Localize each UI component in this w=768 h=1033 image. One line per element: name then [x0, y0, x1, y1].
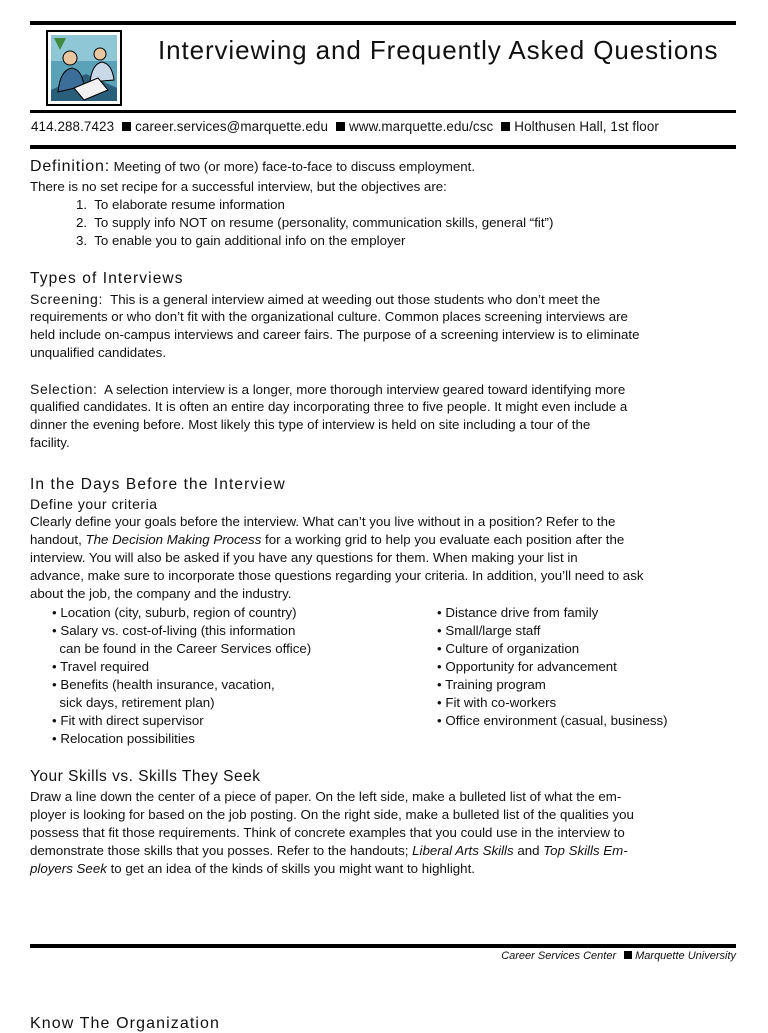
selection-label: Selection: — [30, 381, 98, 397]
criteria-line: about the job, the company and the industry. — [30, 586, 292, 601]
contact-email[interactable]: career.services@marquette.edu — [135, 119, 329, 134]
criteria-list-item: • Benefits (health insurance, vacation, — [52, 677, 275, 692]
header-rule-bottom — [30, 145, 736, 149]
objective-item — [76, 215, 553, 230]
skills-line: Draw a line down the center of a piece of paper. On the left side, make a bulleted list of what the em- — [30, 789, 622, 804]
criteria-line: advance, make sure to incorporate those questions regarding your criteria. In addition, you’ll need to ask — [30, 568, 644, 583]
page-title: Interviewing and Frequently Asked Questions — [158, 35, 719, 65]
square-bullet-icon — [336, 122, 345, 131]
objective-number: 1. — [76, 197, 88, 212]
criteria-list-item: sick days, retirement plan) — [52, 695, 215, 710]
types-heading: Types of Interviews — [30, 270, 184, 287]
criteria-list-item: can be found in the Career Services office) — [52, 641, 312, 656]
square-bullet-icon — [624, 951, 632, 959]
objective-item — [76, 233, 405, 248]
objective-item — [76, 197, 285, 212]
top-rule — [30, 21, 736, 25]
criteria-line: interview. You will also be asked if you have any questions for them. When making your list in — [30, 550, 578, 565]
criteria-line — [30, 532, 624, 547]
criteria-list-item: • Small/large staff — [437, 623, 541, 638]
footer-university: Marquette University — [635, 950, 736, 962]
screening-line: unqualified candidates. — [30, 345, 167, 360]
contact-phone: 414.288.7423 — [31, 119, 115, 134]
contact-location: Holthusen Hall, 1st floor — [514, 119, 659, 134]
footer-center: Career Services Center — [501, 950, 617, 962]
selection-line: facility. — [30, 435, 70, 450]
criteria-list-item: • Culture of organization — [437, 641, 580, 656]
criteria-line: Clearly define your goals before the interview. What can’t you live without in a position? Refer to the — [30, 514, 616, 529]
objective-text: To enable you to gain additional info on the employer — [94, 233, 406, 248]
screening-text: This is a general interview aimed at weeding out those students who don’t meet the — [110, 292, 601, 307]
top-skills-handout-title: Top Skills Em- — [543, 843, 628, 858]
criteria-list-item: • Location (city, suburb, region of country) — [52, 605, 297, 620]
square-bullet-icon — [501, 122, 510, 131]
square-bullet-icon — [122, 122, 131, 131]
definition-label: Definition: — [30, 158, 110, 175]
criteria-list-item: • Training program — [437, 677, 546, 692]
liberal-arts-handout-title: Liberal Arts Skills — [412, 843, 514, 858]
criteria-list-item: • Office environment (casual, business) — [437, 713, 668, 728]
objective-number: 2. — [76, 215, 88, 230]
skills-text: demonstrate those skills that you posses. Refer to the handouts; — [30, 843, 413, 858]
selection-text: A selection interview is a longer, more thorough interview geared toward identifying more — [104, 382, 626, 397]
criteria-text: for a working grid to help you evaluate each position after the — [261, 532, 625, 547]
criteria-list-item: • Travel required — [52, 659, 150, 674]
skills-line: possess that fit those requirements. Think of concrete examples that you could use in the interview to — [30, 825, 625, 840]
days-before-heading: In the Days Before the Interview — [30, 476, 286, 493]
footer — [501, 950, 736, 962]
criteria-list-item: • Distance drive from family — [437, 605, 599, 620]
skills-line: ployer is looking for based on the job posting. On the right side, make a bulleted list of the qualities you — [30, 807, 634, 822]
definition-line — [30, 158, 475, 176]
selection-line — [30, 381, 625, 397]
criteria-list-item: • Opportunity for advancement — [437, 659, 617, 674]
contact-bar — [31, 119, 659, 134]
criteria-subheading: Define your criteria — [30, 496, 158, 512]
objective-text: To supply info NOT on resume (personality, communication skills, general “fit”) — [94, 215, 554, 230]
footer-rule — [30, 944, 736, 948]
screening-line — [30, 291, 600, 307]
criteria-list-item: • Fit with direct supervisor — [52, 713, 204, 728]
skills-text: to get an idea of the kinds of skills you might want to highlight. — [106, 861, 475, 876]
top-skills-handout-title: ployers Seek — [30, 861, 107, 876]
contact-website[interactable]: www.marquette.edu/csc — [349, 119, 494, 134]
criteria-list-item: • Salary vs. cost-of-living (this information — [52, 623, 296, 638]
next-page-heading: Know The Organization — [30, 1015, 221, 1032]
objective-number: 3. — [76, 233, 88, 248]
criteria-list-item: • Relocation possibilities — [52, 731, 195, 746]
skills-heading: Your Skills vs. Skills They Seek — [30, 768, 261, 785]
criteria-list-item: • Fit with co-workers — [437, 695, 557, 710]
skills-line — [30, 861, 475, 876]
selection-line: qualified candidates. It is often an entire day incorporating three to five people. It might even include a — [30, 399, 628, 414]
interview-clipart-icon — [46, 30, 122, 106]
skills-line — [30, 843, 628, 858]
definition-text: Meeting of two (or more) face-to-face to discuss employment. — [113, 159, 476, 174]
selection-line: dinner the evening before. Most likely this type of interview is held on site including a tour of the — [30, 417, 591, 432]
skills-text: and — [513, 843, 544, 858]
definition-intro: There is no set recipe for a successful interview, but the objectives are: — [30, 179, 447, 194]
screening-label: Screening: — [30, 291, 103, 307]
objective-text: To elaborate resume information — [94, 197, 285, 212]
header-rule-top — [30, 110, 736, 113]
decision-making-handout-title: The Decision Making Process — [85, 532, 262, 547]
screening-line: requirements or who don’t fit with the organizational culture. Common places screening interviews are — [30, 309, 628, 324]
criteria-text: handout, — [30, 532, 86, 547]
screening-line: held include on-campus interviews and career fairs. The purpose of a screening interview is to eliminate — [30, 327, 640, 342]
